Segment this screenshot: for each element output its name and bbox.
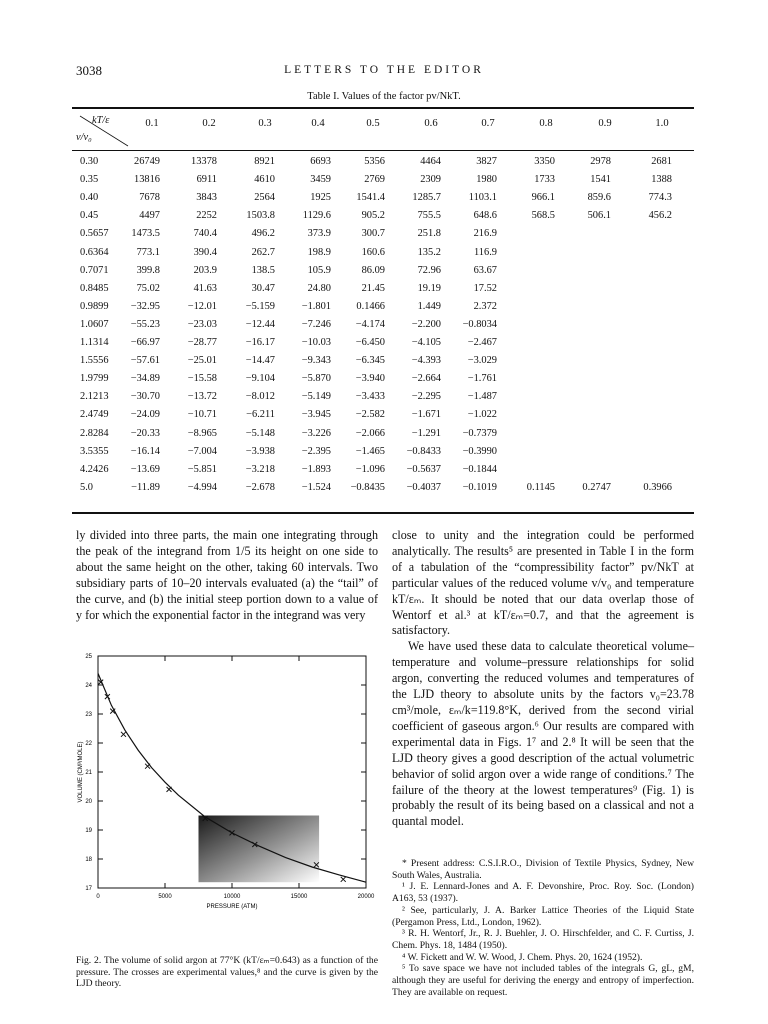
table-cell: 105.9 — [307, 264, 331, 276]
table-cell: −0.1019 — [462, 481, 497, 493]
table-cell: 17.52 — [473, 282, 497, 294]
table-cell: −24.09 — [130, 409, 160, 421]
table-row-label: 0.40 — [80, 192, 99, 204]
table-cell: 4610 — [254, 174, 275, 186]
table-cell: 7678 — [139, 192, 160, 204]
table-cell: 2978 — [590, 156, 611, 167]
table-cell: 138.5 — [251, 264, 275, 276]
table-cell: 3843 — [196, 192, 217, 204]
table-cell: −6.450 — [355, 337, 385, 348]
table-cell: 859.6 — [587, 192, 611, 204]
table-cell: −0.8034 — [462, 318, 497, 330]
table-cell: 399.8 — [136, 264, 160, 276]
y-tick-label: 24 — [85, 683, 92, 689]
table-cell: −7.246 — [301, 318, 331, 330]
footnote: ³ R. H. Wentorf, Jr., R. J. Buehler, J. O. Hirschfelder, and C. F. Curtiss, J. Chem. Phys. 18, 1484 (1950). — [392, 928, 694, 951]
page-number: 3038 — [76, 63, 102, 78]
footnote: ⁴ W. Fickett and W. W. Wood, J. Chem. Phys. 20, 1624 (1952). — [402, 951, 643, 963]
body-right-column — [392, 528, 694, 830]
table-cell: −2.582 — [355, 409, 385, 421]
experimental-point — [341, 877, 346, 882]
table-cell: 1285.7 — [412, 192, 441, 204]
table-cell: 2252 — [196, 210, 217, 222]
x-axis-label: PRESSURE (ATM) — [206, 904, 258, 910]
table-cell: 496.2 — [251, 228, 275, 240]
table-row-label: 0.30 — [80, 156, 99, 167]
table-cell: 2681 — [651, 156, 672, 167]
y-tick-label: 17 — [85, 886, 92, 892]
table-cell: 21.45 — [361, 282, 385, 294]
figure-caption: Fig. 2. The volume of solid argon at 77°K (kT/εₘ=0.643) as a function of the pressure. The crosses are experimental values,⁸ and the curve is given by the LJD theory. — [76, 955, 378, 990]
table-cell: −4.105 — [411, 337, 441, 348]
table-cell: 506.1 — [587, 210, 611, 222]
table-cell: 0.1466 — [356, 300, 385, 312]
table-cell: −16.14 — [130, 445, 160, 457]
table-cell: −10.71 — [187, 409, 217, 421]
table-cell: 0.1145 — [526, 481, 555, 493]
table-row-label: 1.0607 — [80, 318, 109, 330]
table-column-header: 0.8 — [539, 118, 553, 129]
table-cell: 3350 — [534, 156, 555, 167]
table-cell: 72.96 — [417, 264, 441, 276]
table-cell: −7.004 — [187, 445, 217, 457]
table-cell: 135.2 — [417, 246, 441, 258]
body-left-column — [76, 528, 378, 623]
table-cell: −0.1844 — [462, 463, 497, 475]
table-cell: −2.467 — [467, 337, 497, 348]
table-cell: 3827 — [476, 156, 497, 167]
table-cell: 0.3966 — [643, 481, 672, 493]
table-column-header: 0.6 — [424, 118, 438, 129]
y-tick-label: 18 — [85, 857, 92, 863]
table-cell: −2.066 — [355, 427, 385, 439]
table-cell: −6.345 — [355, 355, 385, 367]
y-tick-label: 25 — [85, 654, 92, 660]
table-cell: −12.01 — [187, 300, 217, 312]
table-cell: 116.9 — [474, 246, 497, 258]
table-cell: 24.80 — [307, 282, 331, 294]
table-cell: −66.97 — [130, 337, 160, 348]
table-row-label: 0.35 — [80, 174, 99, 186]
table-cell: −2.295 — [411, 391, 441, 403]
table-cell: 300.7 — [361, 228, 385, 240]
y-tick-label: 19 — [85, 828, 92, 834]
table-cell: 2309 — [420, 174, 441, 186]
table-row-label: 1.9799 — [80, 373, 109, 385]
table-cell: 5356 — [364, 156, 385, 167]
table-cell: −3.029 — [467, 355, 497, 367]
table-cell: 1103.1 — [468, 192, 497, 204]
figure-2 — [76, 650, 378, 950]
table-cell: −2.200 — [411, 318, 441, 330]
table-cell: −16.17 — [245, 337, 275, 348]
table-column-header: 0.1 — [145, 118, 159, 129]
table-cell: −6.211 — [246, 409, 275, 421]
table-cell: −9.104 — [245, 373, 275, 385]
table-cell: −0.7379 — [462, 427, 497, 439]
table-cell: −55.23 — [130, 318, 160, 330]
table-cell: −1.022 — [467, 409, 497, 421]
table-cell: −0.8435 — [350, 481, 385, 493]
table-cell: 1503.8 — [246, 210, 275, 222]
table-cell: −9.343 — [301, 355, 331, 367]
table-cell: 216.9 — [473, 228, 497, 240]
table-column-header: 0.7 — [481, 118, 495, 129]
table-cell: −0.8433 — [406, 445, 441, 457]
y-tick-label: 21 — [85, 770, 92, 776]
table-caption: Table I. Values of the factor pv/NkT. — [307, 91, 461, 102]
table-cell: 2564 — [254, 192, 275, 204]
table-cell: 26749 — [134, 156, 160, 167]
table-cell: −28.77 — [187, 337, 217, 348]
table-cell: −2.395 — [301, 445, 331, 457]
table-cell: 740.4 — [193, 228, 217, 240]
table-cell: −4.994 — [187, 481, 217, 493]
table-cell: −0.4037 — [406, 481, 441, 493]
table-cell: −12.44 — [245, 318, 275, 330]
table-cell: −3.226 — [301, 427, 331, 439]
table-cell: −1.524 — [301, 481, 331, 493]
table-cell: 13378 — [191, 156, 217, 167]
y-axis-label: VOLUME (CM³/MOLE) — [78, 741, 84, 803]
table-cell: 1541 — [590, 174, 611, 186]
table-cell: −14.47 — [245, 355, 275, 367]
table-cell: 773.1 — [136, 246, 160, 258]
table-cell: −1.801 — [301, 300, 331, 312]
table-cell: −5.159 — [245, 300, 275, 312]
table-cell: −3.938 — [245, 445, 275, 457]
volume-pressure-plot — [76, 650, 378, 950]
body-right-paragraph-2: We have used these data to calculate theoretical volume–temperature and volume–pressure relationships for solid argon, converting the reduced volumes and temperatures of the LJD theory to absolute units by the factors v₀=23.78 cm³/mole, εₘ/k=119.8°K, derived from the second virial coefficient of gaseous argon.⁶ Our results are compared with experimental data in Figs. 1⁷ and 2.⁸ It will be seen that the LJD theory gives a good description of the actual volumetric behavior of solid argon over a wide range of conditions.⁷ The failure of the theory at the lowest temperatures⁹ (Fig. 1) is probably the result of its being based on a classical and not a quantal model. — [392, 639, 694, 829]
table-cell: −3.433 — [355, 391, 385, 403]
table-cell: −2.678 — [245, 481, 275, 493]
table-cell: 1473.5 — [131, 228, 160, 240]
table-cell: −4.174 — [355, 318, 385, 330]
table-cell: 1980 — [476, 174, 497, 186]
table-cell: −3.940 — [355, 373, 385, 385]
table-cell: 755.5 — [417, 210, 441, 222]
y-tick-label: 22 — [85, 741, 92, 747]
running-head: LETTERS TO THE EDITOR — [284, 64, 484, 76]
table-column-header: 1.0 — [655, 118, 669, 129]
table-cell: −4.393 — [411, 355, 441, 367]
table-cell: 1.449 — [417, 300, 441, 312]
footnote: ⁵ To save space we have not included tables of the integrals G, gL, gM, although they are useful for deriving the energy and entropy of imperfection. They are available on request. — [392, 963, 694, 998]
table-cell: −23.03 — [187, 318, 217, 330]
table-cell: −13.69 — [130, 463, 160, 475]
table-cell: −25.01 — [187, 355, 217, 367]
x-tick-label: 20000 — [357, 894, 375, 900]
table-cell: 0.2747 — [582, 481, 611, 493]
table-column-header: 0.2 — [202, 118, 216, 129]
table-cell: −5.870 — [301, 373, 331, 385]
table-cell: 1388 — [651, 174, 672, 186]
table-cell: 966.1 — [531, 192, 555, 204]
table-cell: 3459 — [310, 174, 331, 186]
table-row-label: 3.5355 — [80, 445, 109, 457]
table-cell: −2.664 — [411, 373, 441, 385]
table-cell: 1541.4 — [356, 192, 385, 204]
table-cell: −1.761 — [467, 373, 497, 385]
x-tick-label: 10000 — [223, 894, 241, 900]
table-cell: −0.3990 — [462, 445, 497, 457]
x-tick-label: 15000 — [290, 894, 308, 900]
table-cell: 160.6 — [361, 246, 385, 258]
table-row-label: 0.8485 — [80, 282, 109, 294]
table-cell: −11.89 — [131, 481, 160, 493]
table-row-label: 0.7071 — [80, 264, 109, 276]
table-cell: 4497 — [139, 210, 160, 222]
table-cell: −3.945 — [301, 409, 331, 421]
table-cell: 390.4 — [193, 246, 217, 258]
table-cell: −1.671 — [411, 409, 441, 421]
footnotes — [392, 858, 694, 998]
table-cell: 905.2 — [361, 210, 385, 222]
stub-row-label: v/v₀ — [76, 132, 92, 143]
table-cell: 456.2 — [648, 210, 672, 222]
table-cell: −57.61 — [130, 355, 160, 367]
table-column-header: 0.3 — [258, 118, 272, 129]
table-cell: −1.291 — [411, 427, 441, 439]
table-cell: 373.9 — [307, 228, 331, 240]
table-cell: 203.9 — [193, 264, 217, 276]
y-tick-label: 20 — [85, 799, 92, 805]
table-column-header: 0.9 — [598, 118, 612, 129]
table-cell: −1.465 — [355, 445, 385, 457]
table-cell: 6693 — [310, 156, 331, 167]
table-cell: 774.3 — [648, 192, 672, 204]
table-cell: −1.893 — [301, 463, 331, 475]
table-row-label: 1.1314 — [80, 337, 109, 348]
table-cell: −8.965 — [187, 427, 217, 439]
table-cell: 198.9 — [307, 246, 331, 258]
table-column-header: 0.5 — [366, 118, 380, 129]
table-row-label: 2.8284 — [80, 427, 109, 439]
table-cell: 19.19 — [417, 282, 441, 294]
table-cell: 1129.6 — [302, 210, 331, 222]
table-cell: 63.67 — [473, 264, 497, 276]
table-row-label: 0.5657 — [80, 228, 109, 240]
table-cell: −5.148 — [245, 427, 275, 439]
table-cell: −32.95 — [130, 300, 160, 312]
table-row-label: 0.6364 — [80, 246, 109, 258]
table-column-header: 0.4 — [311, 118, 325, 129]
shaded-region — [199, 816, 320, 883]
table-cell: −0.5637 — [406, 463, 441, 475]
table-row-label: 4.2426 — [80, 463, 109, 475]
table-cell: −15.58 — [187, 373, 217, 385]
table-cell: −13.72 — [187, 391, 217, 403]
table-cell: 6911 — [196, 174, 217, 186]
footnote: * Present address: C.S.I.R.O., Division of Textile Physics, Sydney, New South Wales, Australia. — [392, 858, 694, 881]
table-cell: 13816 — [134, 174, 160, 186]
x-tick-label: 5000 — [158, 894, 172, 900]
table-cell: 568.5 — [531, 210, 555, 222]
table-cell: 1925 — [310, 192, 331, 204]
table-cell: 251.8 — [417, 228, 441, 240]
table-cell: 2.372 — [473, 300, 497, 312]
experimental-point — [145, 764, 150, 769]
table-cell: −5.851 — [187, 463, 217, 475]
x-tick-label: 0 — [96, 894, 100, 900]
experimental-point — [121, 732, 126, 737]
table-cell: 30.47 — [251, 282, 275, 294]
table-cell: 8921 — [254, 156, 275, 167]
experimental-point — [167, 787, 172, 792]
table-row-label: 0.9899 — [80, 300, 109, 312]
body-right-paragraph-1: close to unity and the integration could be performed analytically. The results⁵ are presented in Table I in the form of a tabulation of the “compressibility factor” pv/NkT at particular values of the reduced volume v/v₀ and temperature kT/εₘ. It should be noted that our data overlap those of Wentorf et al.³ at kT/εₘ=0.7, and that the agreement is satisfactory. — [392, 528, 694, 638]
footnote: ² See, particularly, J. A. Barker Lattice Theories of the Liquid State (Pergamon Press, Ltd., London, 1962). — [392, 904, 694, 928]
table-cell: 262.7 — [251, 246, 275, 258]
y-tick-label: 23 — [85, 712, 92, 718]
table-cell: −20.33 — [130, 427, 160, 439]
table-cell: −8.012 — [245, 391, 275, 403]
table-cell: −1.096 — [355, 463, 385, 475]
table-cell: −10.03 — [301, 337, 331, 348]
table-row-label: 1.5556 — [80, 355, 109, 367]
table-cell: −5.149 — [301, 391, 331, 403]
table-row-label: 2.1213 — [80, 391, 109, 403]
table-row-label: 5.0 — [80, 481, 93, 493]
table-cell: 2769 — [364, 174, 385, 186]
table-row-label: 0.45 — [80, 210, 99, 222]
table-cell: −3.218 — [245, 463, 275, 475]
table-cell: 75.02 — [136, 282, 160, 294]
table-cell: 41.63 — [193, 282, 217, 294]
table-cell: −1.487 — [467, 391, 497, 403]
table-cell: 4464 — [420, 156, 441, 167]
table-cell: 86.09 — [361, 264, 385, 276]
table-cell: −30.70 — [130, 391, 160, 403]
table-cell: 648.6 — [473, 210, 497, 222]
table-cell: 1733 — [534, 174, 555, 186]
table-cell: −34.89 — [130, 373, 160, 385]
table-row-label: 2.4749 — [80, 409, 109, 421]
stub-column-label: kT/ε — [92, 115, 110, 126]
footnote: ¹ J. E. Lennard-Jones and A. F. Devonshire, Proc. Roy. Soc. (London) A163, 53 (1937). — [392, 881, 694, 905]
body-left-paragraph: ly divided into three parts, the main one integrating through the peak of the integrand from 1/5 its height on one side to about the same height on the other, taking 60 intervals. Two subsidiary parts of 10–20 intervals evaluated (a) the “tail” of the curve, and (b) the initial steep portion down to a value of y for which the exponential factor in the integrand was very — [76, 528, 378, 622]
